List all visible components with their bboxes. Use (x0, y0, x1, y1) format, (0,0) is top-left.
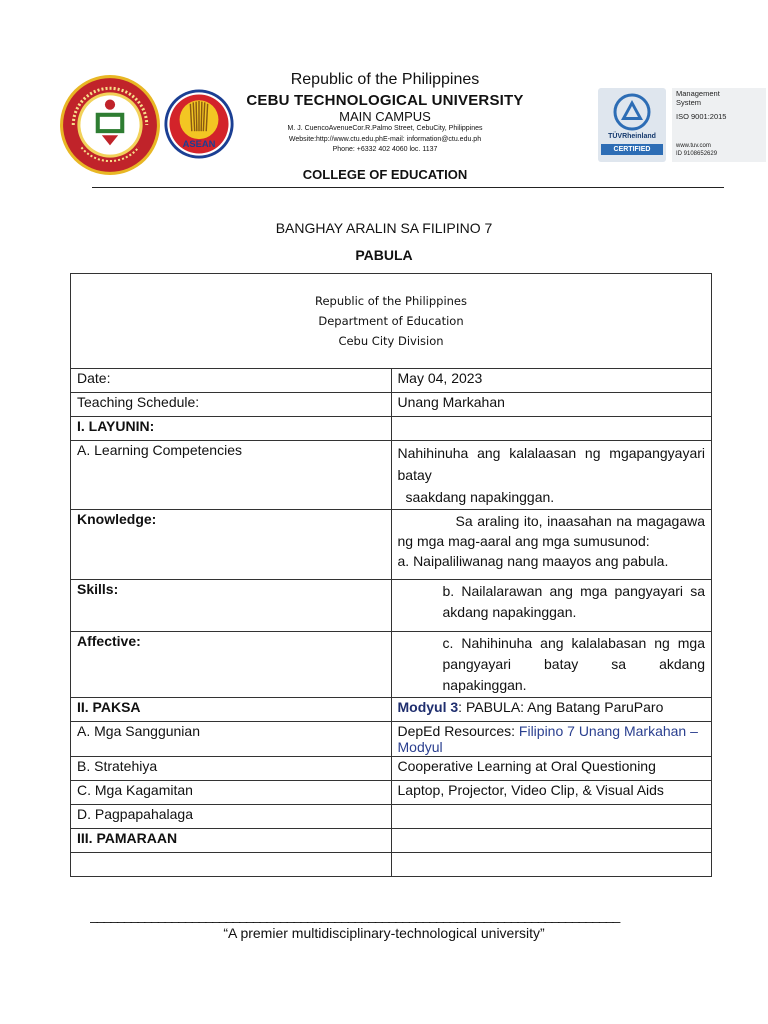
table-row (71, 369, 712, 393)
table-row (71, 829, 712, 853)
learning-competencies-label: A. Learning Competencies (71, 441, 392, 510)
ctu-seal-logo (59, 74, 161, 176)
schedule-value: Unang Markahan (391, 393, 712, 417)
university-name: CEBU TECHNOLOGICAL UNIVERSITY (246, 92, 524, 109)
paksa-value (391, 698, 712, 722)
resources-prefix: DepEd Resources: (397, 723, 516, 739)
lesson-subtitle: PABULA (355, 247, 413, 263)
stratehiya-value: Cooperative Learning at Oral Questioning (391, 757, 712, 781)
asean-logo (163, 88, 235, 160)
iso-certification-badge (598, 88, 768, 162)
header-divider (92, 187, 724, 188)
college-name: COLLEGE OF EDUCATION (302, 167, 468, 182)
table-row (71, 781, 712, 805)
university-address: M. J. CuencoAvenueCor.R.Palmo Street, CebuCity, Philippines (287, 125, 483, 132)
certification-text (672, 88, 766, 162)
schedule-label: Teaching Schedule: (71, 393, 392, 417)
table-row (71, 722, 712, 757)
skills-value (391, 580, 712, 632)
campus-name: MAIN CAMPUS (339, 109, 431, 124)
pamaraan-label: III. PAMARAAN (71, 829, 392, 853)
empty-cell (71, 853, 392, 877)
skills-objective: b. Nailalarawan ang mga pangyayari sa akdang napakinggan. (442, 583, 705, 620)
knowledge-value (391, 510, 712, 580)
table-row (71, 417, 712, 441)
stratehiya-label: B. Stratehiya (71, 757, 392, 781)
knowledge-label: Knowledge: (71, 510, 392, 580)
deped-header-row (71, 274, 712, 369)
date-value: May 04, 2023 (391, 369, 712, 393)
deped-division: Cebu City Division (338, 334, 444, 348)
certified-label: CERTIFIED (601, 144, 663, 155)
footer-tagline: “A premier multidisciplinary-technological university” (223, 925, 545, 941)
affective-objective: c. Nahihinuha ang kalalabasan ng mga pangyayari batay sa akdang napakinggan. (442, 635, 705, 693)
table-row (71, 757, 712, 781)
asean-text: ASEAN (182, 139, 216, 150)
university-website: Website:http://www.ctu.edu.phE-mail: information@ctu.edu.ph (288, 136, 482, 143)
pagpapahalaga-label: D. Pagpapahalaga (71, 805, 392, 829)
learning-competencies-value (391, 441, 712, 510)
footer-rule: ______________________________________________________________________________ (90, 907, 620, 923)
knowledge-intro: Sa araling ito, inaasahan na magagawa ng mga mag-aaral ang mga sumusunod: (397, 513, 705, 549)
university-phone: Phone: +6332 402 4060 loc. 1137 (332, 146, 438, 153)
affective-value (391, 632, 712, 698)
lesson-plan-table (70, 273, 712, 877)
table-row (71, 805, 712, 829)
iso-standard: ISO 9001:2015 (676, 112, 727, 121)
table-row (71, 853, 712, 877)
module-title: : PABULA: Ang Batang ParuParo (458, 699, 664, 715)
lc-line-1: Nahihinuha ang kalalaasan ng mgapangyayari batay (397, 445, 705, 483)
empty-cell (391, 853, 712, 877)
table-row (71, 632, 712, 698)
empty-cell (391, 417, 712, 441)
empty-cell (391, 805, 712, 829)
kagamitan-label: C. Mga Kagamitan (71, 781, 392, 805)
table-row (71, 698, 712, 722)
deped-republic: Republic of the Philippines (314, 294, 468, 308)
lc-line-2: saakdang napakinggan. (405, 489, 555, 505)
module-number: Modyul 3 (397, 699, 459, 715)
table-row (71, 393, 712, 417)
tuv-website: www.tuv.com (676, 143, 711, 149)
empty-cell (391, 829, 712, 853)
tuv-brand: TÜVRheinland (608, 133, 656, 140)
management-system-label: Management System (676, 89, 720, 107)
certificate-id: ID 9108652629 (676, 151, 718, 157)
sanggunian-label: A. Mga Sanggunian (71, 722, 392, 757)
layunin-label: I. LAYUNIN: (71, 417, 392, 441)
lesson-plan-title: BANGHAY ARALIN SA FILIPINO 7 (275, 220, 493, 236)
table-row (71, 441, 712, 510)
sanggunian-value (391, 722, 712, 757)
kagamitan-value: Laptop, Projector, Video Clip, & Visual Aids (391, 781, 712, 805)
table-row (71, 580, 712, 632)
header-republic: Republic of the Philippines (290, 71, 480, 88)
deped-department: Department of Education (318, 314, 464, 328)
affective-label: Affective: (71, 632, 392, 698)
resources-link[interactable]: Filipino 7 Unang Markahan – Modyul (397, 723, 698, 755)
skills-label: Skills: (71, 580, 392, 632)
paksa-label: II. PAKSA (71, 698, 392, 722)
deped-header-cell (71, 274, 712, 369)
table-row (71, 510, 712, 580)
tuv-logo-box (598, 88, 666, 162)
date-label: Date: (71, 369, 392, 393)
tuv-triangle-icon (598, 88, 666, 132)
knowledge-objective: a. Naipaliliwanag nang maayos ang pabula. (397, 553, 669, 569)
